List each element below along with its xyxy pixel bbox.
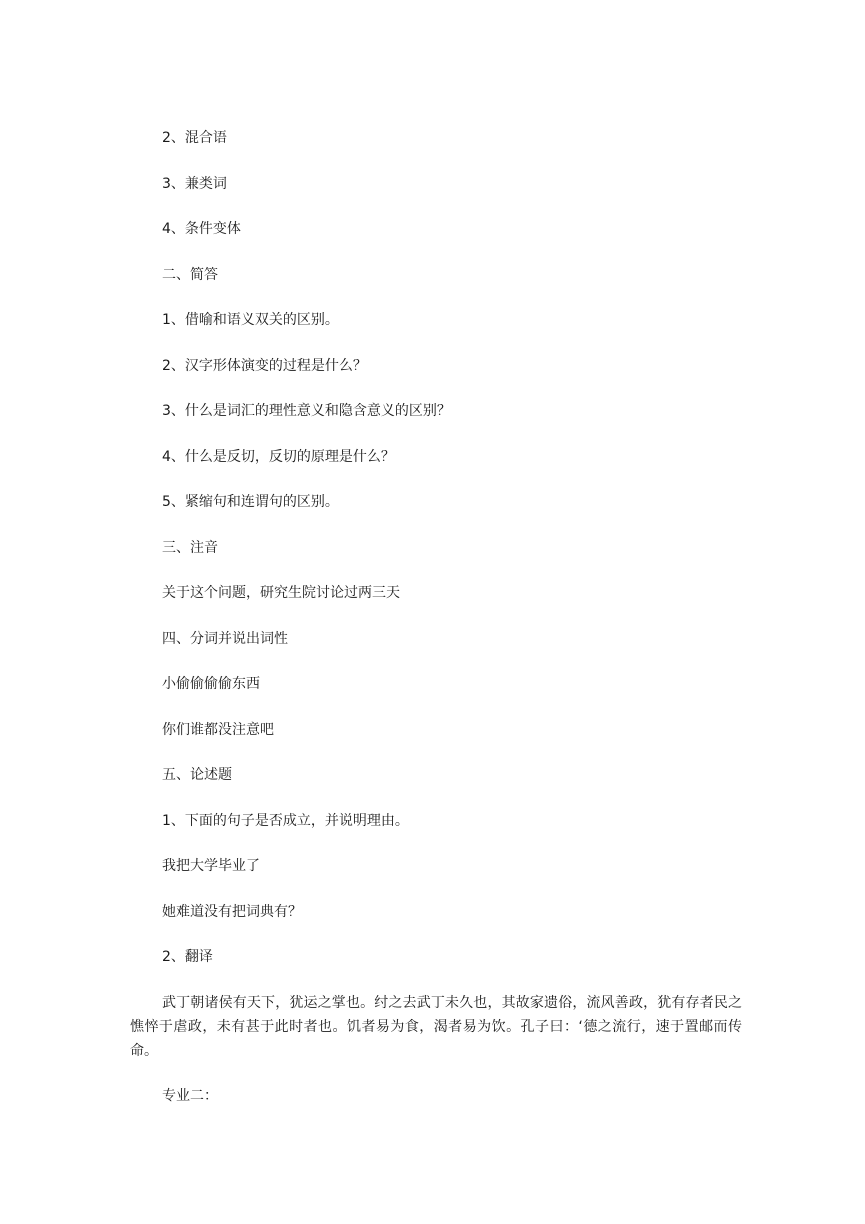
translation-heading: 2、翻译 <box>162 949 213 965</box>
example-sentence: 她难道没有把词典有？ <box>162 904 302 920</box>
question-item: 4、什么是反切，反切的原理是什么？ <box>162 449 395 465</box>
question-item: 3、什么是词汇的理性意义和隐含意义的区别？ <box>162 403 451 419</box>
term-item-3: 3、兼类词 <box>162 176 227 192</box>
pronunciation-sentence: 关于这个问题，研究生院讨论过两三天 <box>162 585 400 601</box>
segmentation-sentence: 你们谁都没注意吧 <box>162 722 274 738</box>
section-heading-segmentation: 四、分词并说出词性 <box>162 631 288 647</box>
question-item: 2、汉字形体演变的过程是什么？ <box>162 358 367 374</box>
question-item: 1、借喻和语义双关的区别。 <box>162 312 339 328</box>
section-heading-short-answer: 二、简答 <box>162 267 218 283</box>
translation-passage: 武丁朝诸侯有天下，犹运之掌也。纣之去武丁未久也，其故家遗俗，流风善政，犹有存者民之憔悴于虐政，未有甚于此时者也。饥者易为食，渴者易为饮。孔子曰：‘德之流行，速于置邮而传命。 <box>130 995 742 1059</box>
term-item-2: 2、混合语 <box>162 130 227 146</box>
section-heading-essay: 五、论述题 <box>162 767 232 783</box>
term-item-4: 4、条件变体 <box>162 221 241 237</box>
section-heading-major-two: 专业二： <box>162 1088 218 1104</box>
question-item: 5、紧缩句和连谓句的区别。 <box>162 494 339 510</box>
section-heading-pronunciation: 三、注音 <box>162 540 218 556</box>
segmentation-sentence: 小偷偷偷偷东西 <box>162 676 260 692</box>
essay-question: 1、下面的句子是否成立，并说明理由。 <box>162 813 409 829</box>
example-sentence: 我把大学毕业了 <box>162 858 260 874</box>
